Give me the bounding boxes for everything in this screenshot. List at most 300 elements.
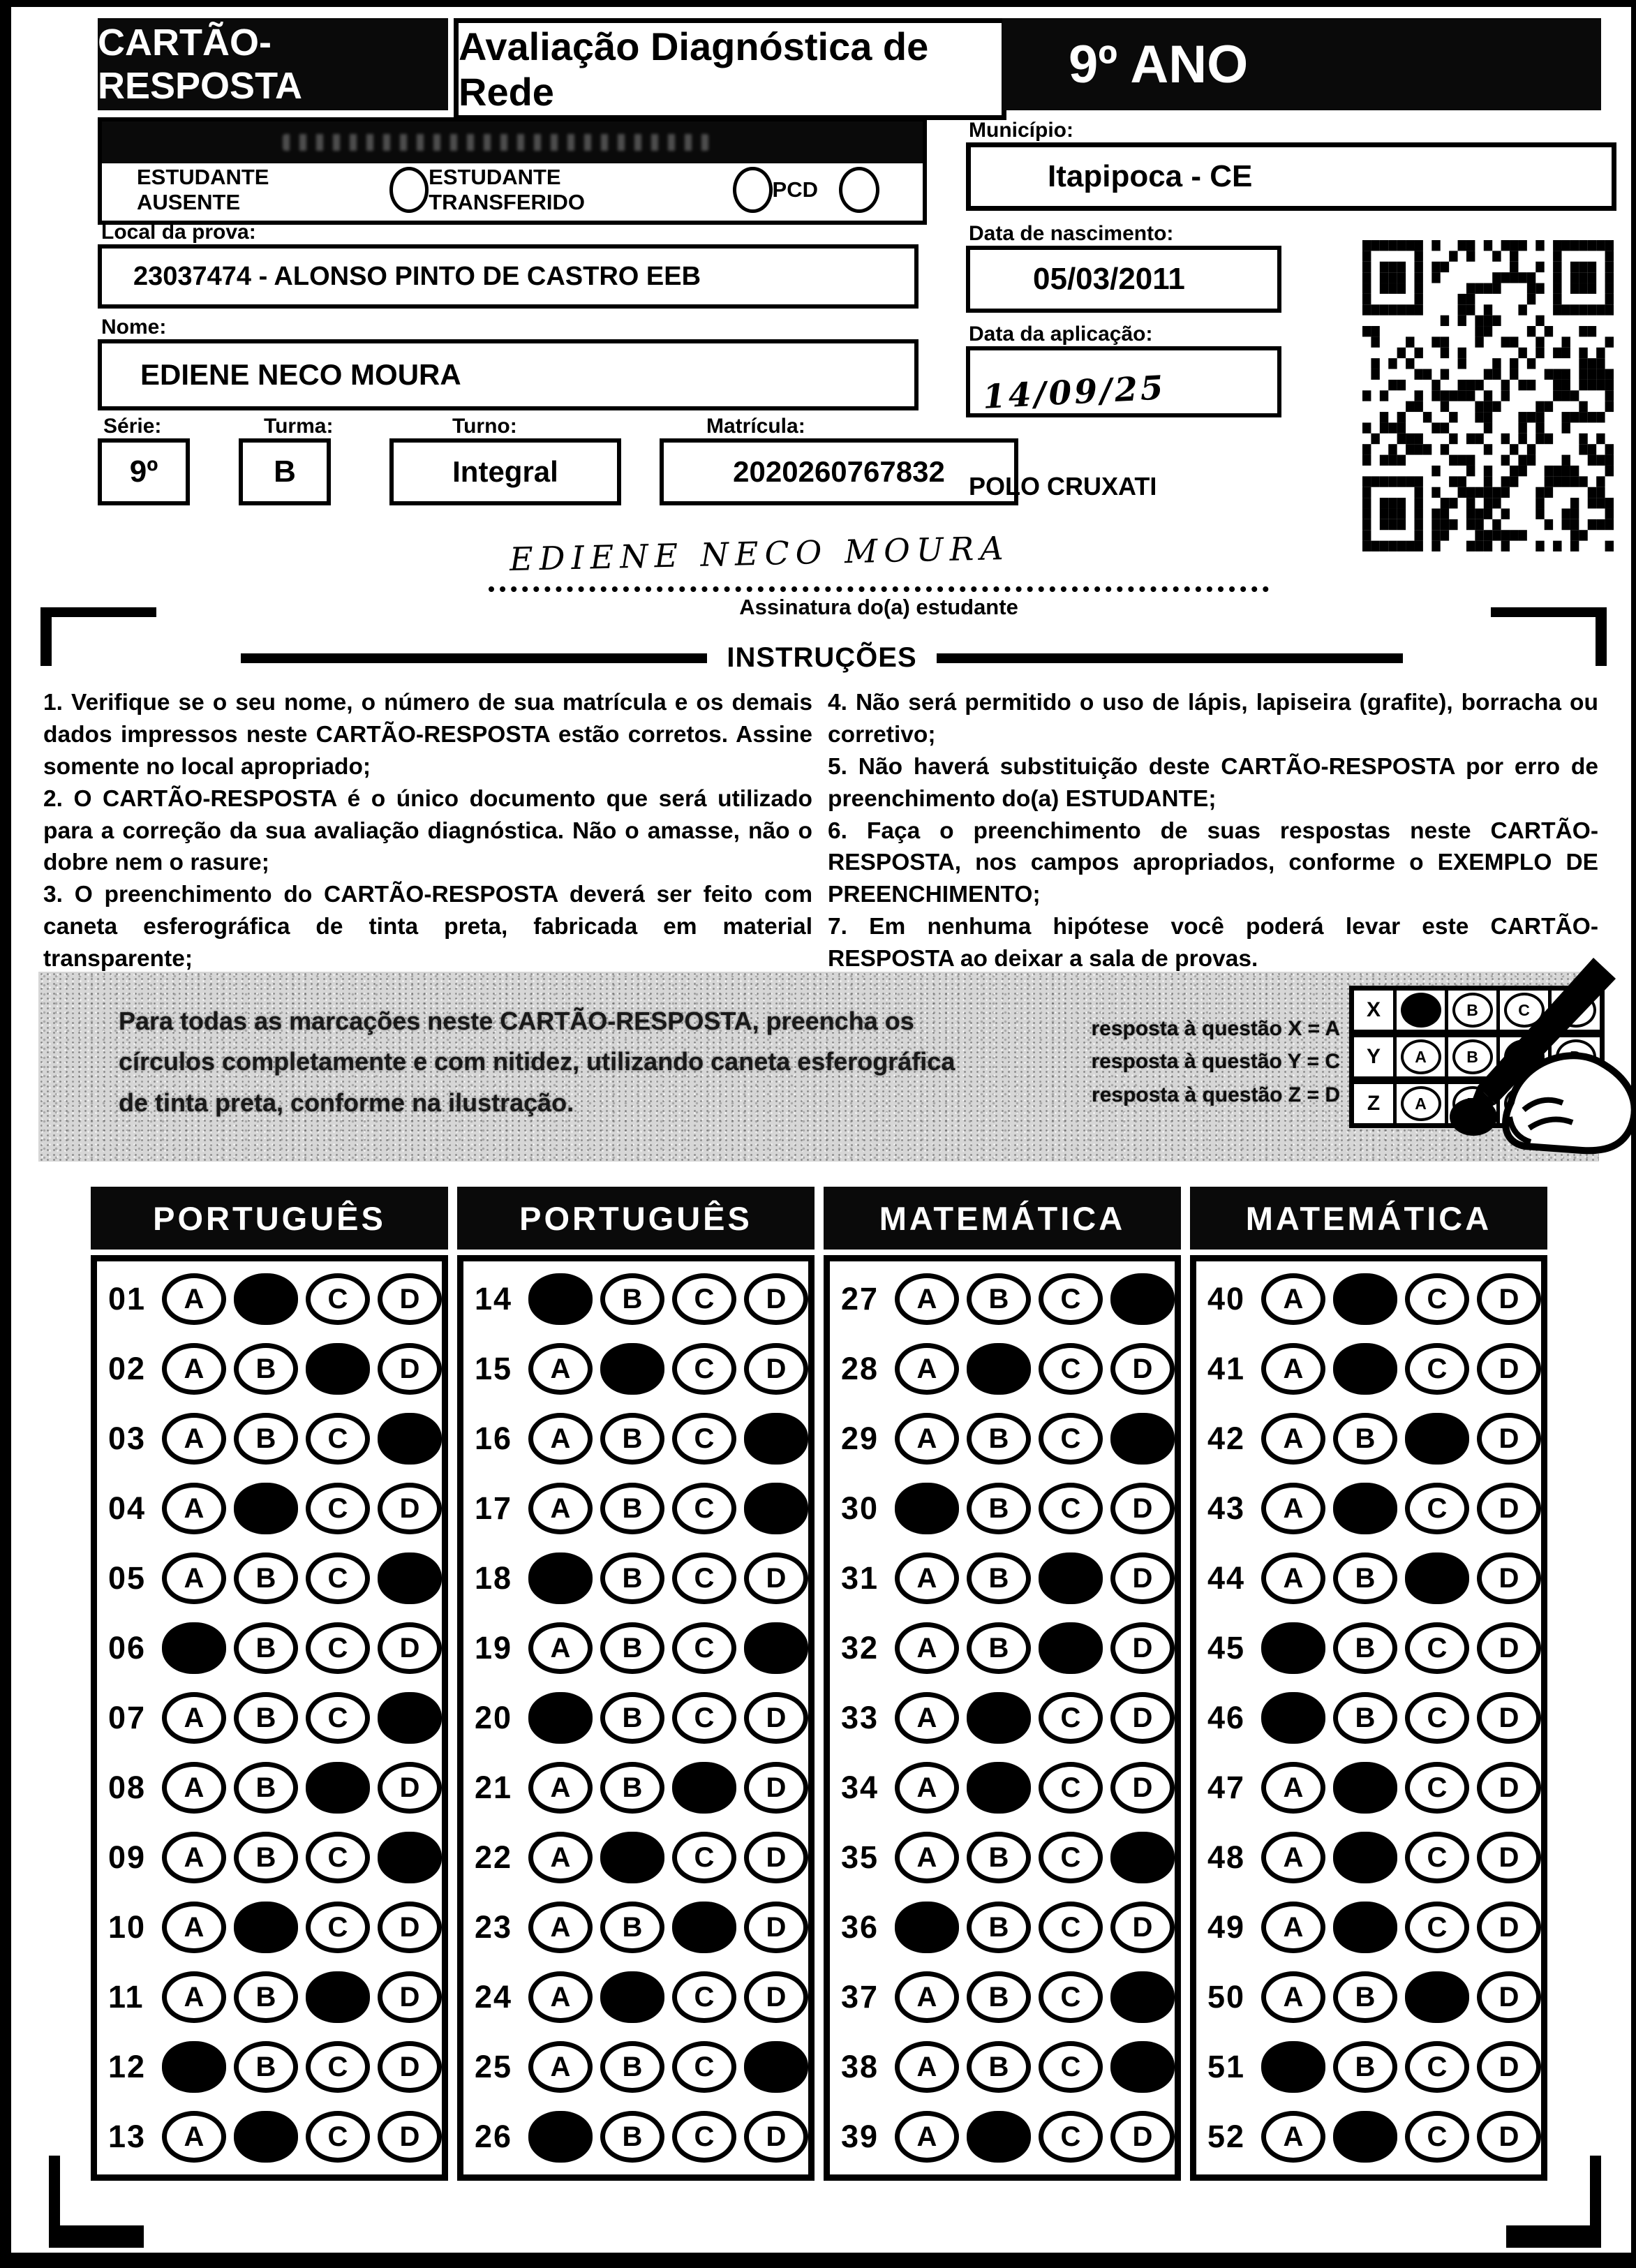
answer-bubble-q32-C[interactable] xyxy=(1039,1622,1103,1674)
answer-bubble-q21-D[interactable]: D xyxy=(744,1762,808,1814)
answer-bubble-q18-D[interactable]: D xyxy=(744,1552,808,1604)
answer-bubble-q39-B[interactable] xyxy=(967,2111,1031,2163)
answer-bubble-q34-A[interactable]: A xyxy=(895,1762,959,1814)
answer-bubble-q44-C[interactable] xyxy=(1405,1552,1469,1604)
answer-bubble-q52-C[interactable]: C xyxy=(1405,2111,1469,2163)
turma-value-box: B xyxy=(239,438,331,505)
answer-bubble-q04-B[interactable] xyxy=(234,1483,298,1534)
answer-bubble-q31-D[interactable]: D xyxy=(1110,1552,1175,1604)
question-row xyxy=(1196,1273,1541,1325)
answer-bubble-q08-C[interactable] xyxy=(306,1762,370,1814)
answer-bubble-q37-D[interactable] xyxy=(1110,1971,1175,2023)
answer-bubble-q15-C[interactable]: C xyxy=(672,1343,736,1395)
answer-bubble-q31-A[interactable]: A xyxy=(895,1552,959,1604)
question-row xyxy=(97,1971,442,2023)
question-number: 49 xyxy=(1207,1909,1246,1945)
answer-bubble-q37-C[interactable]: C xyxy=(1039,1971,1103,2023)
question-row xyxy=(463,1692,808,1744)
answer-bubble-q37-A[interactable]: A xyxy=(895,1971,959,2023)
answer-bubble-q51-C[interactable]: C xyxy=(1405,2041,1469,2093)
answer-bubble-q24-A[interactable]: A xyxy=(528,1971,593,2023)
answer-bubble-q34-B[interactable] xyxy=(967,1762,1031,1814)
question-number: 24 xyxy=(475,1979,513,2015)
answer-bubble-q12-D[interactable]: D xyxy=(378,2041,442,2093)
answer-bubble-q08-D[interactable]: D xyxy=(378,1762,442,1814)
fill-example-box xyxy=(38,972,1599,1162)
answer-bubble-q08-B[interactable]: B xyxy=(234,1762,298,1814)
question-row xyxy=(1196,1483,1541,1534)
answer-bubble-q39-A[interactable]: A xyxy=(895,2111,959,2163)
answer-bubble-q01-D[interactable]: D xyxy=(378,1273,442,1325)
question-number: 17 xyxy=(475,1490,513,1526)
answer-bubble-q19-C[interactable]: C xyxy=(672,1622,736,1674)
answer-bubble-q22-C[interactable]: C xyxy=(672,1832,736,1883)
answer-bubble-q31-B[interactable]: B xyxy=(967,1552,1031,1604)
answer-bubble-q19-B[interactable]: B xyxy=(600,1622,664,1674)
answer-bubble-q50-A[interactable]: A xyxy=(1261,1971,1325,2023)
answer-bubble-q27-D[interactable] xyxy=(1110,1273,1175,1325)
answer-bubble-q41-A[interactable]: A xyxy=(1261,1343,1325,1395)
answer-bubble-q43-A[interactable]: A xyxy=(1261,1483,1325,1534)
answer-column-body xyxy=(824,1255,1181,2181)
answer-bubble-q25-A[interactable]: A xyxy=(528,2041,593,2093)
answer-bubble-q03-B[interactable]: B xyxy=(234,1413,298,1465)
question-number: 04 xyxy=(108,1490,147,1526)
answer-bubble-q12-A[interactable] xyxy=(162,2041,226,2093)
answer-bubble-q47-A[interactable]: A xyxy=(1261,1762,1325,1814)
question-number: 36 xyxy=(841,1909,879,1945)
answer-bubble-q25-B[interactable]: B xyxy=(600,2041,664,2093)
answer-bubble-q11-C[interactable] xyxy=(306,1971,370,2023)
status-circle-pcd[interactable] xyxy=(839,167,879,213)
answer-bubble-q44-A[interactable]: A xyxy=(1261,1552,1325,1604)
answer-bubble-q15-D[interactable]: D xyxy=(744,1343,808,1395)
answer-bubble-q29-B[interactable]: B xyxy=(967,1413,1031,1465)
answer-bubble-q08-A[interactable]: A xyxy=(162,1762,226,1814)
question-row xyxy=(830,1622,1175,1674)
answer-bubble-q16-A[interactable]: A xyxy=(528,1413,593,1465)
answer-bubble-q48-B[interactable] xyxy=(1333,1832,1397,1883)
bottom-registration-mark xyxy=(754,2256,886,2268)
answer-bubble-q23-A[interactable]: A xyxy=(528,1902,593,1953)
answer-bubble-q28-D[interactable]: D xyxy=(1110,1343,1175,1395)
answer-bubble-q22-D[interactable]: D xyxy=(744,1832,808,1883)
answer-bubble-q09-B[interactable]: B xyxy=(234,1832,298,1883)
instructions-title-row xyxy=(241,642,1403,674)
answer-bubble-q20-D[interactable]: D xyxy=(744,1692,808,1744)
answer-bubble-q30-C[interactable]: C xyxy=(1039,1483,1103,1534)
answer-bubble-q40-C[interactable]: C xyxy=(1405,1273,1469,1325)
answer-bubble-q49-A[interactable]: A xyxy=(1261,1902,1325,1953)
answer-bubble-q45-C[interactable]: C xyxy=(1405,1622,1469,1674)
status-circle-transferido[interactable] xyxy=(733,167,772,213)
answer-bubble-q01-A[interactable]: A xyxy=(162,1273,226,1325)
answer-bubble-q44-D[interactable]: D xyxy=(1477,1552,1541,1604)
question-number: 48 xyxy=(1207,1839,1246,1875)
answer-bubble-q47-B[interactable] xyxy=(1333,1762,1397,1814)
answer-bubble-q26-C[interactable]: C xyxy=(672,2111,736,2163)
question-row xyxy=(97,1692,442,1744)
answer-bubble-q31-C[interactable] xyxy=(1039,1552,1103,1604)
turma-label: Turma: xyxy=(264,415,334,438)
answer-bubble-q36-B[interactable]: B xyxy=(967,1902,1031,1953)
question-row xyxy=(463,1762,808,1814)
answer-bubble-q32-D[interactable]: D xyxy=(1110,1622,1175,1674)
answer-bubble-q34-D[interactable]: D xyxy=(1110,1762,1175,1814)
answer-bubble-q45-A[interactable] xyxy=(1261,1622,1325,1674)
answer-bubble-q33-B[interactable] xyxy=(967,1692,1031,1744)
answer-bubble-q21-A[interactable]: A xyxy=(528,1762,593,1814)
answer-bubble-q49-B[interactable] xyxy=(1333,1902,1397,1953)
answer-bubble-q44-B[interactable]: B xyxy=(1333,1552,1397,1604)
answer-bubble-q33-A[interactable]: A xyxy=(895,1692,959,1744)
answer-bubble-q07-C[interactable]: C xyxy=(306,1692,370,1744)
answer-bubble-q48-D[interactable]: D xyxy=(1477,1832,1541,1883)
answer-bubble-q14-B[interactable]: B xyxy=(600,1273,664,1325)
nome-label: Nome: xyxy=(101,316,167,339)
answer-column-body xyxy=(1190,1255,1547,2181)
example-bubble-Z-A: A xyxy=(1401,1086,1441,1121)
answer-bubble-q17-D[interactable] xyxy=(744,1483,808,1534)
answer-bubble-q12-B[interactable]: B xyxy=(234,2041,298,2093)
answer-column xyxy=(457,1187,815,2181)
question-number: 07 xyxy=(108,1700,147,1735)
answer-bubble-q05-B[interactable]: B xyxy=(234,1552,298,1604)
answer-bubble-q14-D[interactable]: D xyxy=(744,1273,808,1325)
answer-bubble-q16-C[interactable]: C xyxy=(672,1413,736,1465)
answer-bubble-q10-D[interactable]: D xyxy=(378,1902,442,1953)
answer-bubble-q52-A[interactable]: A xyxy=(1261,2111,1325,2163)
answer-bubble-q26-B[interactable]: B xyxy=(600,2111,664,2163)
instruction-item: 7. Em nenhuma hipótese você poderá levar este CARTÃO-RESPOSTA ao deixar a sala de provas. xyxy=(828,914,1598,972)
example-bubble-X-B: B xyxy=(1452,993,1493,1028)
answer-bubble-q20-C[interactable]: C xyxy=(672,1692,736,1744)
answer-bubble-q13-D[interactable]: D xyxy=(378,2111,442,2163)
answer-bubble-q06-D[interactable]: D xyxy=(378,1622,442,1674)
answer-column-body xyxy=(91,1255,448,2181)
answer-column xyxy=(91,1187,448,2181)
answer-bubble-q39-D[interactable]: D xyxy=(1110,2111,1175,2163)
question-number: 08 xyxy=(108,1770,147,1805)
question-row xyxy=(463,1971,808,2023)
answer-bubble-q02-B[interactable]: B xyxy=(234,1343,298,1395)
answer-bubble-q36-D[interactable]: D xyxy=(1110,1902,1175,1953)
answer-bubble-q52-B[interactable] xyxy=(1333,2111,1397,2163)
answer-bubble-q24-C[interactable]: C xyxy=(672,1971,736,2023)
question-row xyxy=(830,1692,1175,1744)
answer-bubble-q39-C[interactable]: C xyxy=(1039,2111,1103,2163)
question-row xyxy=(830,1273,1175,1325)
answer-bubble-q22-B[interactable] xyxy=(600,1832,664,1883)
question-number: 27 xyxy=(841,1281,879,1317)
answer-bubble-q17-A[interactable]: A xyxy=(528,1483,593,1534)
answer-bubble-q34-C[interactable]: C xyxy=(1039,1762,1103,1814)
answer-bubble-q09-C[interactable]: C xyxy=(306,1832,370,1883)
answer-bubble-q42-C[interactable] xyxy=(1405,1413,1469,1465)
title-rule-right xyxy=(937,653,1403,663)
corner-bracket-bottom-right xyxy=(1506,2156,1601,2248)
answer-bubble-q19-A[interactable]: A xyxy=(528,1622,593,1674)
answer-bubble-q49-D[interactable]: D xyxy=(1477,1902,1541,1953)
answer-bubble-q05-A[interactable]: A xyxy=(162,1552,226,1604)
answer-bubble-q23-D[interactable]: D xyxy=(744,1902,808,1953)
example-bubble-Y-A: A xyxy=(1401,1039,1441,1074)
answer-bubble-q19-D[interactable] xyxy=(744,1622,808,1674)
answer-bubble-q51-D[interactable]: D xyxy=(1477,2041,1541,2093)
answer-bubble-q28-B[interactable] xyxy=(967,1343,1031,1395)
answer-bubble-q05-C[interactable]: C xyxy=(306,1552,370,1604)
answer-bubble-q42-D[interactable]: D xyxy=(1477,1413,1541,1465)
assessment-title: Avaliação Diagnóstica de Rede xyxy=(454,18,1006,120)
question-row xyxy=(1196,1343,1541,1395)
answer-bubble-q38-B[interactable]: B xyxy=(967,2041,1031,2093)
question-row xyxy=(830,1971,1175,2023)
question-number: 34 xyxy=(841,1770,879,1805)
answer-bubble-q04-A[interactable]: A xyxy=(162,1483,226,1534)
signature-handwritten: EDIENE NECO MOURA xyxy=(509,528,1010,579)
answer-bubble-q33-D[interactable]: D xyxy=(1110,1692,1175,1744)
answer-bubble-q47-C[interactable]: C xyxy=(1405,1762,1469,1814)
answer-bubble-q30-D[interactable]: D xyxy=(1110,1483,1175,1534)
answer-bubble-q43-B[interactable] xyxy=(1333,1483,1397,1534)
matricula-value-box: 2020260767832 xyxy=(660,438,1018,505)
answer-bubble-q01-C[interactable]: C xyxy=(306,1273,370,1325)
answer-bubble-q24-D[interactable]: D xyxy=(744,1971,808,2023)
question-row xyxy=(463,2111,808,2163)
answer-bubble-q02-C[interactable] xyxy=(306,1343,370,1395)
answer-bubble-q22-A[interactable]: A xyxy=(528,1832,593,1883)
answer-bubble-q14-C[interactable]: C xyxy=(672,1273,736,1325)
answer-bubble-q12-C[interactable]: C xyxy=(306,2041,370,2093)
answer-bubble-q06-A[interactable] xyxy=(162,1622,226,1674)
answer-bubble-q13-B[interactable] xyxy=(234,2111,298,2163)
question-number: 52 xyxy=(1207,2119,1246,2154)
instructions-right-column xyxy=(828,687,1598,975)
answer-bubble-q35-C[interactable]: C xyxy=(1039,1832,1103,1883)
answer-bubble-q10-A[interactable]: A xyxy=(162,1902,226,1953)
answer-bubble-q18-B[interactable]: B xyxy=(600,1552,664,1604)
status-circle-ausente[interactable] xyxy=(389,167,429,213)
answer-bubble-q20-A[interactable] xyxy=(528,1692,593,1744)
answer-bubble-q01-B[interactable] xyxy=(234,1273,298,1325)
answer-bubble-q06-C[interactable]: C xyxy=(306,1622,370,1674)
subject-header: MATEMÁTICA xyxy=(1190,1187,1547,1250)
instruction-item: 6. Faça o preenchimento de suas respostas neste CARTÃO-RESPOSTA, nos campos apropriados, conforme o EXEMPLO DE PREENCHIMENTO; xyxy=(828,817,1598,908)
answer-bubble-q52-D[interactable]: D xyxy=(1477,2111,1541,2163)
answer-bubble-q18-C[interactable]: C xyxy=(672,1552,736,1604)
answer-bubble-q46-D[interactable]: D xyxy=(1477,1692,1541,1744)
answer-bubble-q50-B[interactable]: B xyxy=(1333,1971,1397,2023)
answer-bubble-q21-B[interactable]: B xyxy=(600,1762,664,1814)
question-number: 14 xyxy=(475,1281,513,1317)
status-option xyxy=(137,165,429,215)
answer-bubble-q40-B[interactable] xyxy=(1333,1273,1397,1325)
answer-bubble-q02-D[interactable]: D xyxy=(378,1343,442,1395)
question-number: 30 xyxy=(841,1490,879,1526)
answer-bubble-q38-A[interactable]: A xyxy=(895,2041,959,2093)
answer-bubble-q51-B[interactable]: B xyxy=(1333,2041,1397,2093)
answer-bubble-q25-D[interactable] xyxy=(744,2041,808,2093)
answer-bubble-q46-B[interactable]: B xyxy=(1333,1692,1397,1744)
answer-bubble-q14-A[interactable] xyxy=(528,1273,593,1325)
municipio-label: Município: xyxy=(969,119,1073,142)
answer-bubble-q32-B[interactable]: B xyxy=(967,1622,1031,1674)
question-number: 28 xyxy=(841,1351,879,1386)
answer-bubble-q50-C[interactable] xyxy=(1405,1971,1469,2023)
answer-bubble-q02-A[interactable]: A xyxy=(162,1343,226,1395)
answer-bubble-q10-B[interactable] xyxy=(234,1902,298,1953)
answer-bubble-q47-D[interactable]: D xyxy=(1477,1762,1541,1814)
answer-bubble-q27-B[interactable]: B xyxy=(967,1273,1031,1325)
answer-bubble-q32-A[interactable]: A xyxy=(895,1622,959,1674)
answer-bubble-q46-A[interactable] xyxy=(1261,1692,1325,1744)
answer-bubble-q21-C[interactable] xyxy=(672,1762,736,1814)
answer-bubble-q10-C[interactable]: C xyxy=(306,1902,370,1953)
answer-bubble-q23-C[interactable] xyxy=(672,1902,736,1953)
answer-bubble-q13-A[interactable]: A xyxy=(162,2111,226,2163)
question-number: 26 xyxy=(475,2119,513,2154)
question-number: 35 xyxy=(841,1839,879,1875)
answer-bubble-q17-B[interactable]: B xyxy=(600,1483,664,1534)
answer-bubble-q03-D[interactable] xyxy=(378,1413,442,1465)
answer-bubble-q41-C[interactable]: C xyxy=(1405,1343,1469,1395)
answer-bubble-q40-D[interactable]: D xyxy=(1477,1273,1541,1325)
answer-bubble-q42-B[interactable]: B xyxy=(1333,1413,1397,1465)
matricula-label: Matrícula: xyxy=(706,415,805,438)
answer-bubble-q03-C[interactable]: C xyxy=(306,1413,370,1465)
answer-bubble-q26-D[interactable]: D xyxy=(744,2111,808,2163)
subject-header: MATEMÁTICA xyxy=(824,1187,1181,1250)
answer-bubble-q11-D[interactable]: D xyxy=(378,1971,442,2023)
question-number: 37 xyxy=(841,1979,879,2015)
card-title: CARTÃO-RESPOSTA xyxy=(98,18,448,110)
example-row-label: Z xyxy=(1354,1084,1397,1123)
question-row xyxy=(97,1552,442,1604)
answer-bubble-q51-A[interactable] xyxy=(1261,2041,1325,2093)
question-row xyxy=(97,1902,442,1953)
subject-header: PORTUGUÊS xyxy=(457,1187,815,1250)
answer-bubble-q29-A[interactable]: A xyxy=(895,1413,959,1465)
instruction-item: 1. Verifique se o seu nome, o número de sua matrícula e os demais dados impressos neste CARTÃO-RESPOSTA estão corretos. Assine somente no local apropriado; xyxy=(43,690,812,780)
answer-bubble-q27-C[interactable]: C xyxy=(1039,1273,1103,1325)
answer-bubble-q28-A[interactable]: A xyxy=(895,1343,959,1395)
question-number: 45 xyxy=(1207,1630,1246,1666)
question-number: 03 xyxy=(108,1421,147,1456)
answer-bubble-q20-B[interactable]: B xyxy=(600,1692,664,1744)
answer-bubble-q41-B[interactable] xyxy=(1333,1343,1397,1395)
answer-bubble-q15-B[interactable] xyxy=(600,1343,664,1395)
instruction-item: 2. O CARTÃO-RESPOSTA é o único documento que será utilizado para a correção da sua avaliação diagnóstica. Não o amasse, não o dobre nem o rasure; xyxy=(43,785,812,876)
answer-bubble-q23-B[interactable]: B xyxy=(600,1902,664,1953)
answer-bubble-q38-D[interactable] xyxy=(1110,2041,1175,2093)
answer-bubble-q46-C[interactable]: C xyxy=(1405,1692,1469,1744)
answer-bubble-q43-C[interactable]: C xyxy=(1405,1483,1469,1534)
answer-bubble-q09-D[interactable] xyxy=(378,1832,442,1883)
answer-bubble-q27-A[interactable]: A xyxy=(895,1273,959,1325)
answer-bubble-q03-A[interactable]: A xyxy=(162,1413,226,1465)
answer-bubble-q29-C[interactable]: C xyxy=(1039,1413,1103,1465)
answer-bubble-q35-B[interactable]: B xyxy=(967,1832,1031,1883)
instructions-title: INSTRUÇÕES xyxy=(727,642,917,673)
answer-bubble-q36-A[interactable] xyxy=(895,1902,959,1953)
answer-bubble-q33-C[interactable]: C xyxy=(1039,1692,1103,1744)
answer-bubble-q07-B[interactable]: B xyxy=(234,1692,298,1744)
answer-bubble-q04-C[interactable]: C xyxy=(306,1483,370,1534)
answer-bubble-q26-A[interactable] xyxy=(528,2111,593,2163)
answer-bubble-q49-C[interactable]: C xyxy=(1405,1902,1469,1953)
question-number: 50 xyxy=(1207,1979,1246,2015)
question-number: 44 xyxy=(1207,1560,1246,1596)
question-number: 38 xyxy=(841,2049,879,2084)
question-number: 42 xyxy=(1207,1421,1246,1456)
question-row xyxy=(1196,2111,1541,2163)
answer-bubble-q48-C[interactable]: C xyxy=(1405,1832,1469,1883)
answer-bubble-q13-C[interactable]: C xyxy=(306,2111,370,2163)
question-number: 23 xyxy=(475,1909,513,1945)
answer-bubble-q15-A[interactable]: A xyxy=(528,1343,593,1395)
answer-bubble-q11-B[interactable]: B xyxy=(234,1971,298,2023)
answer-bubble-q42-A[interactable]: A xyxy=(1261,1413,1325,1465)
answer-bubble-q36-C[interactable]: C xyxy=(1039,1902,1103,1953)
answer-bubble-q16-B[interactable]: B xyxy=(600,1413,664,1465)
status-option-label: ESTUDANTE TRANSFERIDO xyxy=(429,165,586,214)
municipio-value-box: Itapipoca - CE xyxy=(966,142,1616,211)
question-number: 51 xyxy=(1207,2049,1246,2084)
instruction-item: 3. O preenchimento do CARTÃO-RESPOSTA deverá ser feito com caneta esferográfica de tinta preta, fabricada em material transparente; xyxy=(43,882,812,972)
answer-bubble-q25-C[interactable]: C xyxy=(672,2041,736,2093)
answer-bubble-q37-B[interactable]: B xyxy=(967,1971,1031,2023)
question-number: 02 xyxy=(108,1351,147,1386)
answer-bubble-q45-D[interactable]: D xyxy=(1477,1622,1541,1674)
answer-bubble-q35-A[interactable]: A xyxy=(895,1832,959,1883)
answer-bubble-q28-C[interactable]: C xyxy=(1039,1343,1103,1395)
question-row xyxy=(463,1273,808,1325)
signature-label: Assinatura do(a) estudante xyxy=(739,595,1018,619)
question-row xyxy=(463,1343,808,1395)
answer-bubble-q29-D[interactable] xyxy=(1110,1413,1175,1465)
answer-bubble-q18-A[interactable] xyxy=(528,1552,593,1604)
legend-line: resposta à questão X = A xyxy=(1091,1017,1340,1040)
answer-bubble-q35-D[interactable] xyxy=(1110,1832,1175,1883)
question-number: 43 xyxy=(1207,1490,1246,1526)
answer-bubble-q07-A[interactable]: A xyxy=(162,1692,226,1744)
question-number: 06 xyxy=(108,1630,147,1666)
answer-bubble-q24-B[interactable] xyxy=(600,1971,664,2023)
answer-bubble-q04-D[interactable]: D xyxy=(378,1483,442,1534)
answer-column xyxy=(1190,1187,1547,2181)
answer-bubble-q09-A[interactable]: A xyxy=(162,1832,226,1883)
status-option xyxy=(429,165,772,215)
corner-bracket-top-right xyxy=(1491,607,1607,666)
answer-bubble-q41-D[interactable]: D xyxy=(1477,1343,1541,1395)
legend-line: resposta à questão Y = C xyxy=(1091,1050,1340,1074)
question-row xyxy=(830,1483,1175,1534)
answer-bubble-q07-D[interactable] xyxy=(378,1692,442,1744)
answer-bubble-q50-D[interactable]: D xyxy=(1477,1971,1541,2023)
answer-bubble-q17-C[interactable]: C xyxy=(672,1483,736,1534)
answer-bubble-q40-A[interactable]: A xyxy=(1261,1273,1325,1325)
answer-bubble-q48-A[interactable]: A xyxy=(1261,1832,1325,1883)
answer-bubble-q16-D[interactable] xyxy=(744,1413,808,1465)
answer-bubble-q43-D[interactable]: D xyxy=(1477,1483,1541,1534)
answer-bubble-q30-B[interactable]: B xyxy=(967,1483,1031,1534)
answer-bubble-q11-A[interactable]: A xyxy=(162,1971,226,2023)
answer-bubble-q45-B[interactable]: B xyxy=(1333,1622,1397,1674)
answer-bubble-q30-A[interactable] xyxy=(895,1483,959,1534)
answer-bubble-q05-D[interactable] xyxy=(378,1552,442,1604)
answer-bubble-q38-C[interactable]: C xyxy=(1039,2041,1103,2093)
answer-bubble-q06-B[interactable]: B xyxy=(234,1622,298,1674)
